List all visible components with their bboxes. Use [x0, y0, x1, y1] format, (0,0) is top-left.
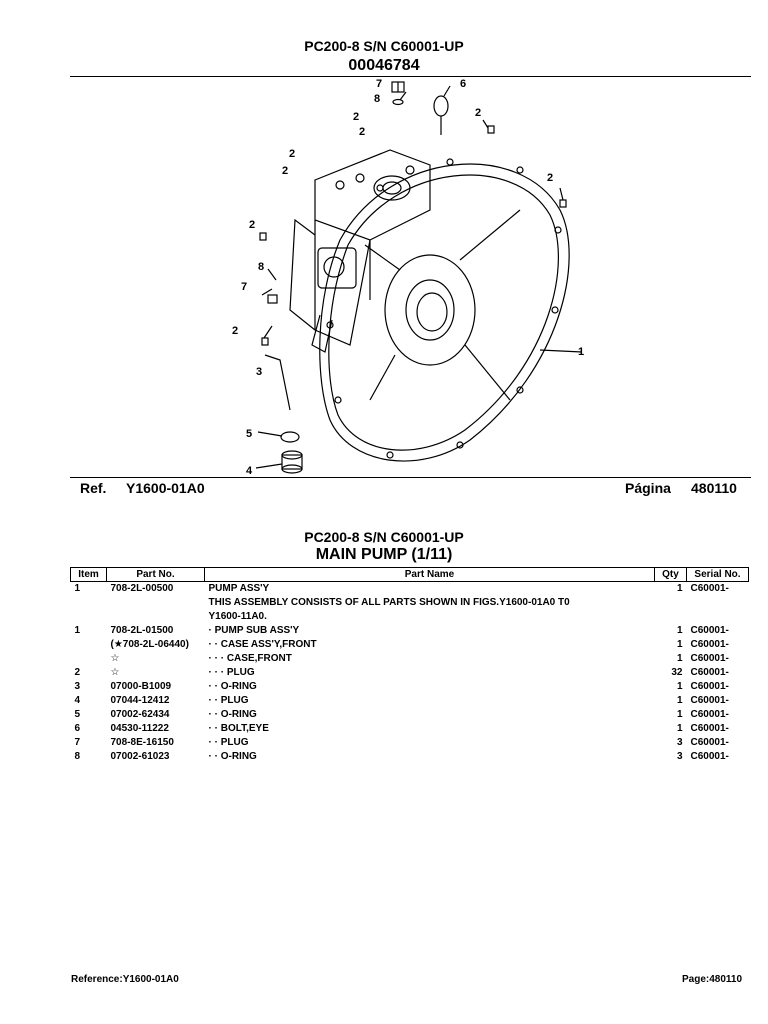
cell-serial-no: C60001- — [690, 723, 729, 734]
section-title: MAIN PUMP (1/11) — [315, 546, 453, 563]
cell-part-no: 07044-12412 — [110, 695, 170, 706]
cell-qty: 1 — [676, 695, 683, 706]
svg-text:8: 8 — [374, 93, 381, 105]
cell-qty: 1 — [676, 653, 683, 664]
cell-qty: 1 — [676, 583, 683, 594]
cell-part-no: 07002-61023 — [110, 751, 170, 762]
cell-part-name: · PUMP SUB ASS'Y — [208, 625, 300, 636]
table-row — [71, 610, 749, 624]
cell-qty: 32 — [671, 667, 683, 678]
table-row — [71, 722, 749, 736]
cell-qty: 1 — [676, 625, 683, 636]
ref-value: Y1600-01A0 — [126, 480, 205, 496]
svg-text:6: 6 — [460, 78, 467, 90]
table-row — [71, 736, 749, 750]
cell-part-no: (★708-2L-06440) — [110, 639, 189, 650]
table-row — [71, 750, 749, 764]
cell-part-name: · · PLUG — [208, 695, 249, 706]
cell-part-name: THIS ASSEMBLY CONSISTS OF ALL PARTS SHOWN IN FIGS.Y1600-01A0 T0 — [208, 597, 570, 608]
cell-item: 6 — [74, 723, 81, 734]
cell-serial-no: C60001- — [690, 695, 729, 706]
svg-text:7: 7 — [241, 281, 248, 293]
table-row — [71, 582, 749, 597]
cell-part-no: 708-8E-16150 — [110, 737, 174, 748]
parts-table — [70, 567, 749, 764]
cell-part-name: · · CASE ASS'Y,FRONT — [208, 639, 317, 650]
cell-serial-no — [687, 596, 749, 610]
svg-text:5: 5 — [246, 428, 253, 440]
footer-page: Page:480110 — [682, 974, 743, 985]
cell-serial-no: C60001- — [690, 625, 729, 636]
ref-label: Ref. — [80, 480, 107, 496]
cell-part-no: 04530-11222 — [110, 723, 169, 734]
cell-item: 1 — [74, 583, 81, 594]
svg-text:3: 3 — [256, 366, 263, 378]
cell-part-name: PUMP ASS'Y — [208, 583, 270, 594]
col-header-part-no: Part No. — [107, 568, 205, 582]
cell-part-no: ☆ — [110, 653, 120, 664]
cell-part-no: 07002-62434 — [110, 709, 170, 720]
cell-part-name: · · · CASE,FRONT — [208, 653, 292, 664]
svg-text:2: 2 — [289, 148, 296, 160]
svg-text:2: 2 — [547, 172, 554, 184]
svg-text:2: 2 — [475, 107, 482, 119]
svg-text:1: 1 — [578, 346, 585, 358]
cell-item: 3 — [74, 681, 81, 692]
cell-part-name: · · O-RING — [208, 681, 257, 692]
svg-text:2: 2 — [232, 325, 239, 337]
col-header-item: Item — [71, 568, 107, 582]
header-code: 00046784 — [348, 57, 420, 74]
cell-part-no — [107, 596, 205, 610]
footer-reference: Reference:Y1600-01A0 — [71, 974, 179, 985]
cell-serial-no: C60001- — [690, 709, 729, 720]
table-row — [71, 680, 749, 694]
cell-item — [71, 652, 107, 666]
cell-part-name: Y1600-11A0. — [208, 611, 267, 622]
header-model: PC200-8 S/N C60001-UP — [304, 38, 464, 54]
table-row — [71, 666, 749, 680]
table-row — [71, 596, 749, 610]
svg-text:2: 2 — [282, 165, 289, 177]
cell-qty: 1 — [676, 709, 683, 720]
parts-table-header — [71, 568, 749, 582]
cell-qty: 1 — [676, 639, 683, 650]
svg-text:4: 4 — [246, 465, 253, 477]
cell-item: 1 — [74, 625, 81, 636]
cell-serial-no — [687, 610, 749, 624]
table-row — [71, 708, 749, 722]
ref-divider — [70, 477, 751, 478]
table-row — [71, 694, 749, 708]
table-row — [71, 638, 749, 652]
cell-qty — [655, 610, 687, 624]
cell-qty: 1 — [676, 723, 683, 734]
col-header-qty: Qty — [655, 568, 687, 582]
cell-serial-no: C60001- — [690, 667, 729, 678]
cell-serial-no: C60001- — [690, 653, 729, 664]
col-header-serial-no: Serial No. — [687, 568, 749, 582]
cell-part-name: · · · PLUG — [208, 667, 255, 678]
cell-item: 4 — [74, 695, 81, 706]
cell-serial-no: C60001- — [690, 583, 729, 594]
cell-item — [71, 638, 107, 652]
cell-qty: 1 — [676, 681, 683, 692]
cell-part-name: · · BOLT,EYE — [208, 723, 269, 734]
svg-text:8: 8 — [258, 261, 265, 273]
cell-qty: 3 — [676, 751, 683, 762]
cell-item: 7 — [74, 737, 81, 748]
cell-part-name: · · O-RING — [208, 751, 257, 762]
cell-part-no: 708-2L-01500 — [110, 625, 174, 636]
pump-exploded-diagram — [220, 70, 600, 480]
section-model: PC200-8 S/N C60001-UP — [304, 529, 464, 545]
cell-qty — [655, 596, 687, 610]
col-header-part-name: Part Name — [205, 568, 655, 582]
table-row — [71, 652, 749, 666]
cell-serial-no: C60001- — [690, 639, 729, 650]
svg-text:7: 7 — [376, 78, 383, 90]
cell-serial-no: C60001- — [690, 681, 729, 692]
cell-item: 8 — [74, 751, 81, 762]
svg-text:2: 2 — [359, 126, 366, 138]
cell-part-name: · · O-RING — [208, 709, 257, 720]
cell-part-no: 07000-B1009 — [110, 681, 172, 692]
cell-part-no: 708-2L-00500 — [110, 583, 174, 594]
cell-item: 2 — [74, 667, 81, 678]
page-label: Página — [625, 480, 671, 496]
cell-item — [71, 610, 107, 624]
cell-part-no — [107, 610, 205, 624]
svg-text:2: 2 — [353, 111, 360, 123]
cell-item: 5 — [74, 709, 81, 720]
svg-text:2: 2 — [249, 219, 256, 231]
cell-item — [71, 596, 107, 610]
cell-qty: 3 — [676, 737, 683, 748]
cell-serial-no: C60001- — [690, 751, 729, 762]
cell-part-name: · · PLUG — [208, 737, 249, 748]
cell-part-no: ☆ — [110, 667, 120, 678]
table-row — [71, 624, 749, 638]
page-value: 480110 — [691, 480, 737, 496]
cell-serial-no: C60001- — [690, 737, 729, 748]
